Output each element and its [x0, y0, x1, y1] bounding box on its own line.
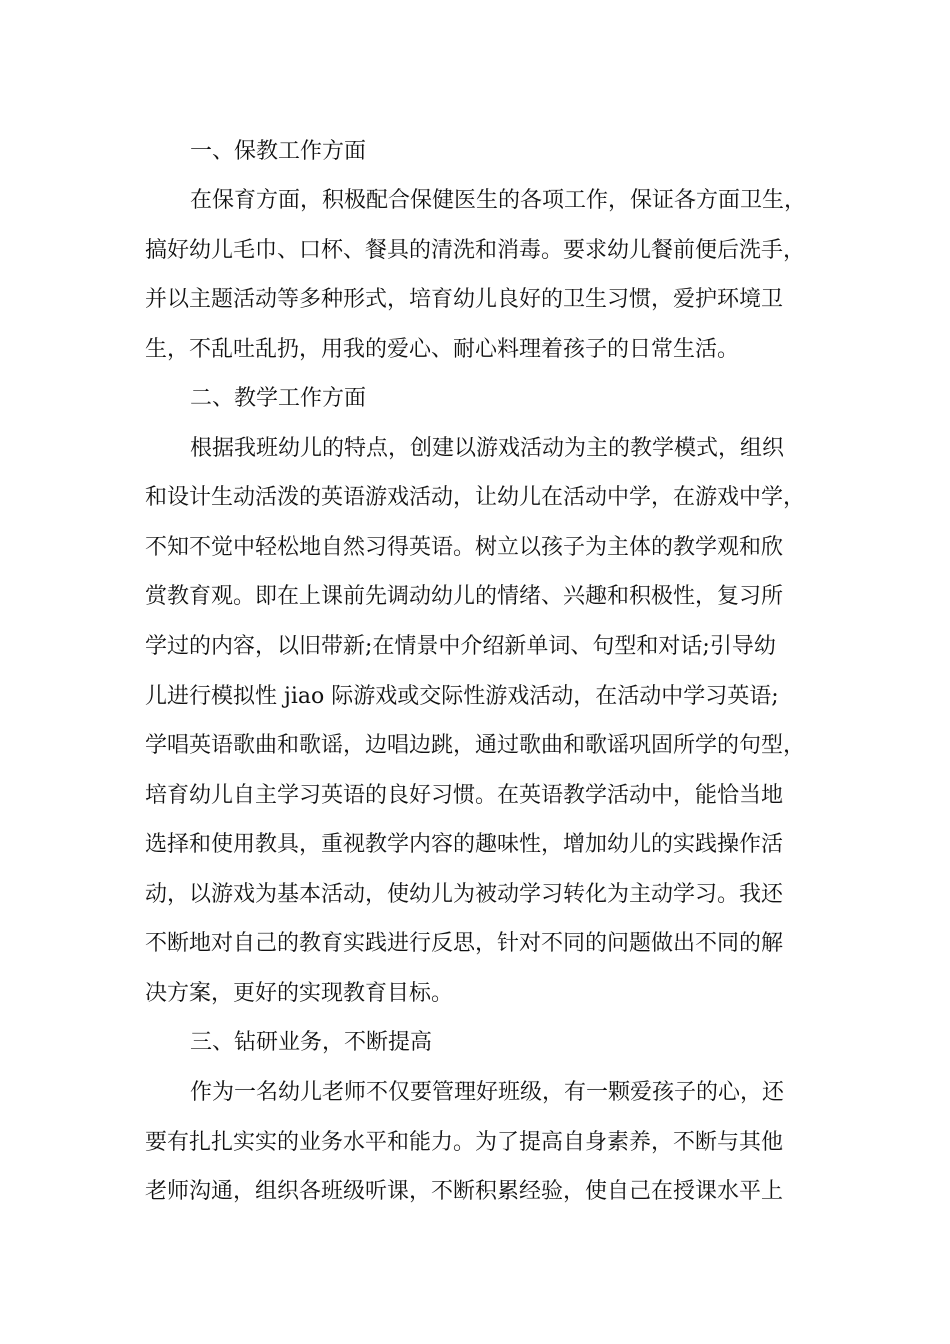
- section-heading-1: 一、保教工作方面: [190, 139, 367, 164]
- paragraph-line: 根据我班幼儿的特点，创建以游戏活动为主的教学模式，组织: [190, 436, 785, 461]
- paragraph-line: 在保育方面，积极配合保健医生的各项工作，保证各方面卫生，: [190, 188, 807, 213]
- paragraph-line: 动，以游戏为基本活动，使幼儿为被动学习转化为主动学习。我还: [145, 882, 784, 907]
- paragraph-line: 老师沟通，组织各班级听课，不断积累经验，使自己在授课水平上: [145, 1179, 784, 1204]
- paragraph-line: 选择和使用教具，重视教学内容的趣味性，增加幼儿的实践操作活: [145, 832, 784, 857]
- paragraph-line: 培育幼儿自主学习英语的良好习惯。在英语教学活动中，能恰当地: [145, 783, 784, 808]
- paragraph-line: 学唱英语歌曲和歌谣，边唱边跳，通过歌曲和歌谣巩固所学的句型，: [145, 733, 806, 758]
- paragraph-line: 学过的内容，以旧带新;在情景中介绍新单词、句型和对话;引导幼: [145, 634, 776, 659]
- paragraph-line: 生，不乱吐乱扔，用我的爱心、耐心料理着孩子的日常生活。: [145, 337, 740, 362]
- section-heading-3: 三、钻研业务，不断提高: [190, 1030, 433, 1055]
- paragraph-line: 儿进行模拟性 jiao 际游戏或交际性游戏活动，在活动中学习英语;: [145, 684, 779, 709]
- paragraph-line: 搞好幼儿毛巾、口杯、餐具的清洗和消毒。要求幼儿餐前便后洗手，: [145, 238, 806, 263]
- paragraph-line: 和设计生动活泼的英语游戏活动，让幼儿在活动中学，在游戏中学，: [145, 485, 806, 510]
- paragraph-line: 作为一名幼儿老师不仅要管理好班级，有一颗爱孩子的心，还: [190, 1080, 785, 1105]
- paragraph-line: 赏教育观。即在上课前先调动幼儿的情绪、兴趣和积极性，复习所: [145, 584, 784, 609]
- paragraph-line: 不知不觉中轻松地自然习得英语。树立以孩子为主体的教学观和欣: [145, 535, 784, 560]
- section-heading-2: 二、教学工作方面: [190, 386, 367, 411]
- paragraph-line: 决方案，更好的实现教育目标。: [145, 981, 454, 1006]
- paragraph-line: 并以主题活动等多种形式，培育幼儿良好的卫生习惯，爱护环境卫: [145, 287, 784, 312]
- paragraph-line: 不断地对自己的教育实践进行反思，针对不同的问题做出不同的解: [145, 931, 784, 956]
- paragraph-line: 要有扎扎实实的业务水平和能力。为了提高自身素养，不断与其他: [145, 1130, 784, 1155]
